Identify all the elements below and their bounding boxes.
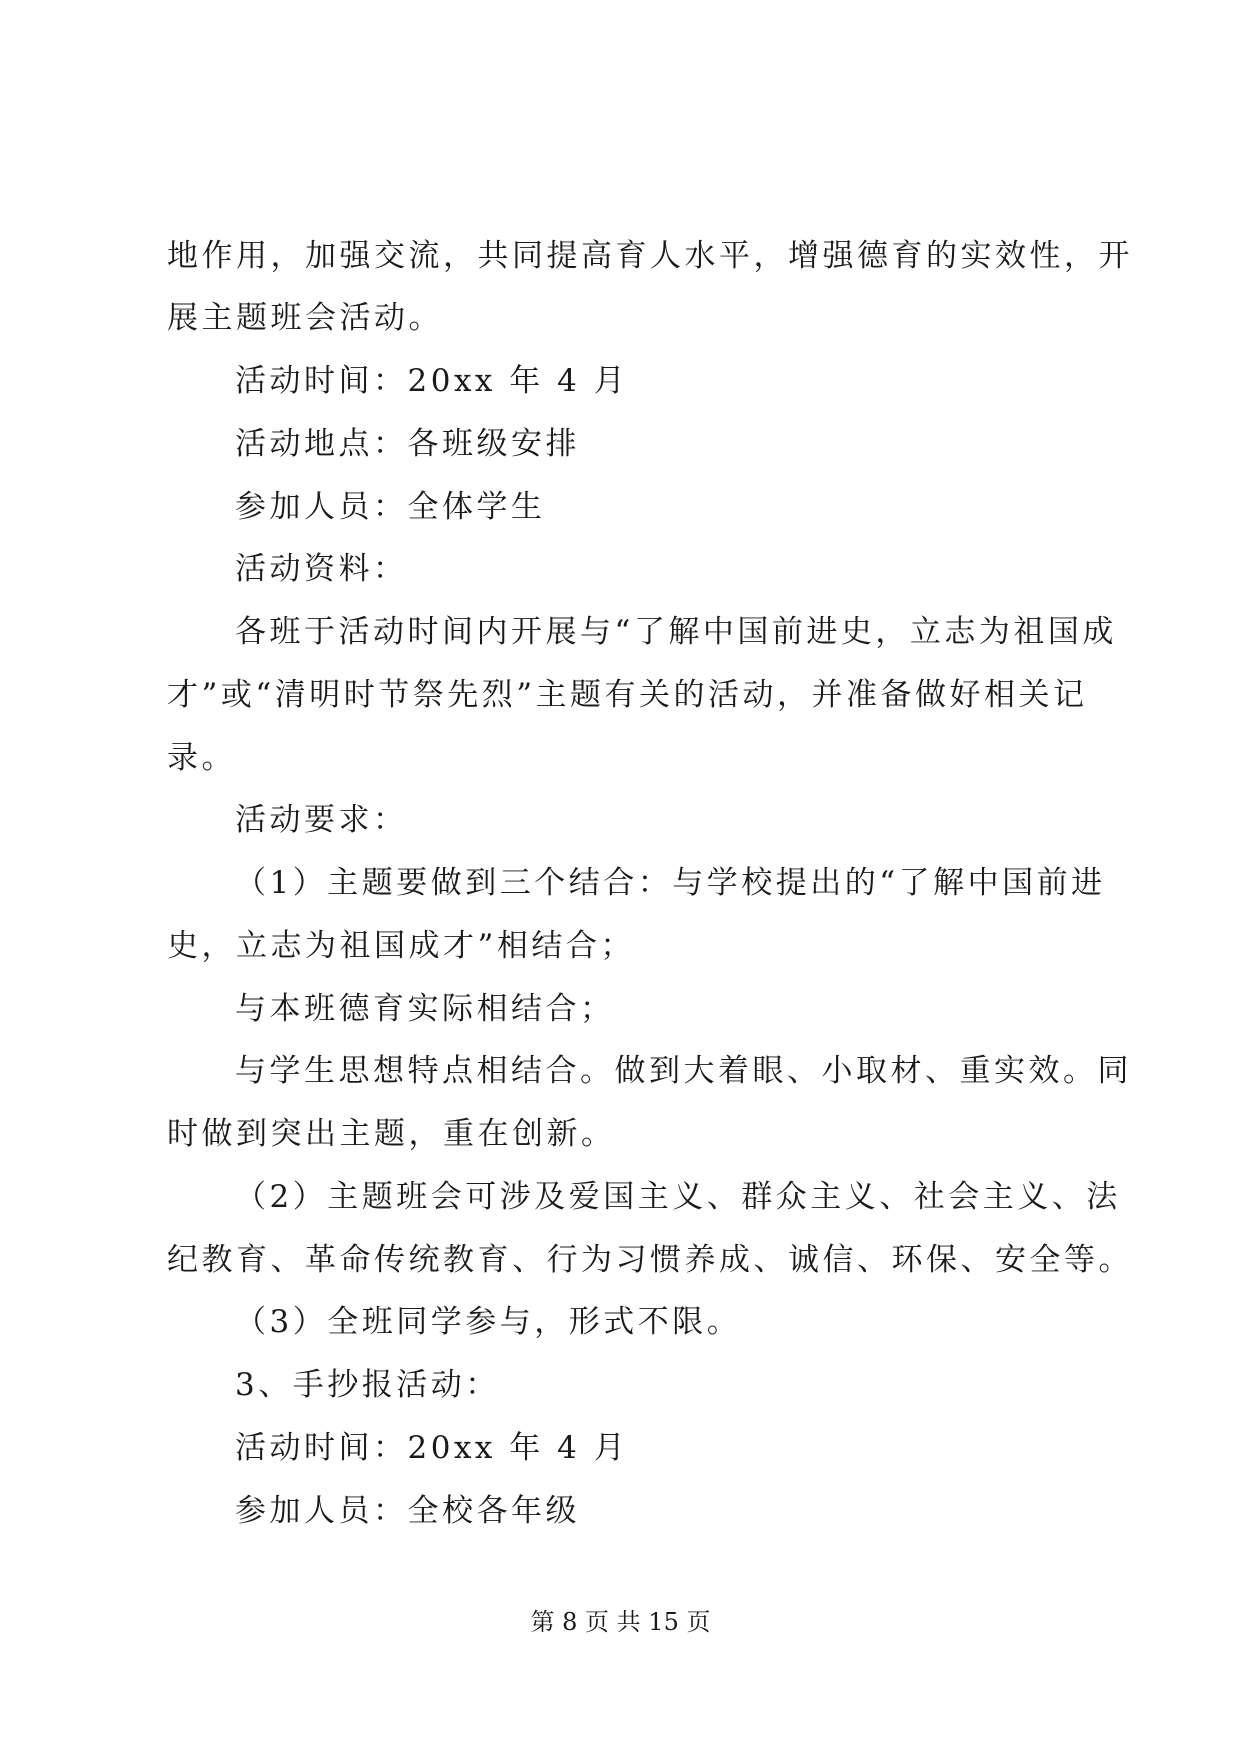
body-line: 才”或“清明时节祭先烈”主题有关的活动，并准备做好相关记 (167, 677, 1088, 713)
body-line: （2）主题班会可涉及爱国主义、群众主义、社会主义、法 (235, 1179, 1121, 1215)
body-line: 与学生思想特点相结合。做到大着眼、小取材、重实效。同 (235, 1053, 1132, 1089)
body-line: 活动时间：20xx 年 4 月 (235, 363, 629, 399)
body-line: 与本班德育实际相结合； (235, 991, 615, 1027)
body-line: 活动地点：各班级安排 (235, 426, 580, 462)
body-line: 地作用，加强交流，共同提高育人水平，增强德育的实效性，开 (167, 238, 1133, 274)
page-number: 第 8 页 共 15 页 (530, 1608, 711, 1636)
body-line: 纪教育、革命传统教育、行为习惯养成、诚信、环保、安全等。 (167, 1242, 1133, 1278)
body-line: 活动资料： (235, 551, 408, 587)
body-line: 展主题班会活动。 (167, 300, 443, 336)
body-line: 参加人员：全校各年级 (235, 1493, 580, 1529)
body-line: 录。 (167, 740, 236, 776)
body-line: 活动要求： (235, 802, 408, 838)
body-line: 参加人员：全体学生 (235, 489, 546, 525)
body-line: 时做到突出主题，重在创新。 (167, 1116, 616, 1152)
body-line: 3、手抄报活动： (235, 1367, 500, 1403)
body-line: 活动时间：20xx 年 4 月 (235, 1430, 629, 1466)
body-line: （1）主题要做到三个结合：与学校提出的“了解中国前进 (235, 865, 1106, 901)
body-line: 史，立志为祖国成才”相结合； (167, 928, 635, 964)
body-line: （3）全班同学参与，形式不限。 (235, 1304, 742, 1340)
body-line: 各班于活动时间内开展与“了解中国前进史，立志为祖国成 (235, 614, 1117, 650)
